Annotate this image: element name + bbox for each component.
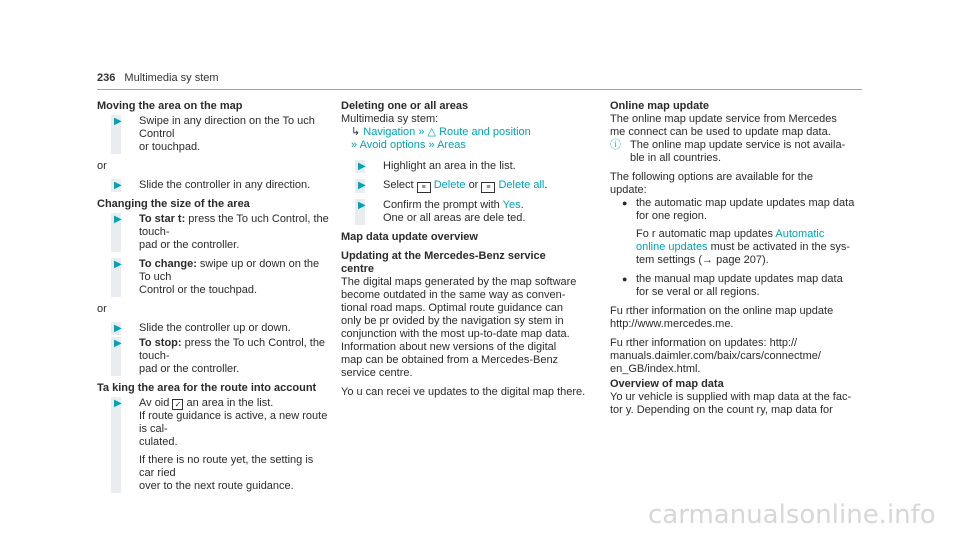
header-rule xyxy=(97,89,862,90)
step-arrow-icon: ▶ xyxy=(114,259,122,270)
text-line: for one region. xyxy=(636,210,707,222)
heading-deleting-areas: Deleting one or all areas xyxy=(341,100,469,112)
step-arrow-icon: ▶ xyxy=(114,338,122,349)
text-line: Yo ur vehicle is supplied with map data at the fac- xyxy=(610,391,852,403)
step-text: press the To uch Control, the touch- xyxy=(139,337,326,362)
step-change xyxy=(97,258,329,297)
bullet-automatic-update xyxy=(610,197,862,267)
heading-online-map-update: Online map update xyxy=(610,100,710,112)
column-middle xyxy=(341,100,591,405)
step-text: over to the next route guidance. xyxy=(139,480,294,492)
path-avoid-options: Avoid options xyxy=(359,139,426,151)
text-line: Fu rther information on the online map update xyxy=(610,305,834,317)
step-text: culated. xyxy=(139,436,178,448)
step-text: swipe up or down on the To uch xyxy=(139,258,320,283)
path-navigation: Navigation xyxy=(363,126,416,138)
heading-line: centre xyxy=(341,263,375,275)
path-chevron-icon: » xyxy=(418,126,425,138)
list-menu-icon: ≡ xyxy=(417,182,431,193)
step-text: Slide the controller in any direction. xyxy=(139,179,311,191)
step-select xyxy=(341,179,591,193)
step-label: To star t: xyxy=(139,213,186,225)
heading-moving-area: Moving the area on the map xyxy=(97,100,243,112)
text-line: The online map update service from Mercedes xyxy=(610,113,837,125)
text-line: become outdated in the same way as conven- xyxy=(341,289,566,301)
step-confirm xyxy=(341,199,591,225)
step-text: . xyxy=(520,199,524,211)
step-text: pad or the controller. xyxy=(139,363,240,375)
step-text: If there is no route yet, the setting is car ried xyxy=(139,454,314,479)
step-label: To change: xyxy=(139,258,197,270)
text-line: conjunction with the most up-to-date map data. xyxy=(341,328,570,340)
step-text: Confirm the prompt with xyxy=(383,199,500,211)
option-yes: Yes xyxy=(502,199,521,211)
text-line: The digital maps generated by the map software xyxy=(341,276,577,288)
heading-updating-service xyxy=(341,250,591,276)
paragraph-digital-maps xyxy=(341,276,591,380)
paragraph-vehicle-map-data xyxy=(610,391,862,417)
text-line: only be pr ovided by the navigation sy stem in xyxy=(341,315,564,327)
or-text: or xyxy=(97,303,107,315)
text-line: The online map update service is not availa- xyxy=(630,139,846,151)
text-span: tem settings ( xyxy=(636,254,703,266)
step-arrow-icon: ▶ xyxy=(114,323,122,334)
option-delete-all: Delete all xyxy=(498,179,545,191)
step-text: Highlight an area in the list. xyxy=(383,160,516,172)
step-text: One or all areas are dele ted. xyxy=(383,212,526,224)
step-arrow-icon: ▶ xyxy=(358,161,366,172)
text-line: service centre. xyxy=(341,367,413,379)
path-start-arrow-icon: ↳ xyxy=(351,126,361,138)
step-stop xyxy=(97,337,329,376)
step-text: Swipe in any direction on the To uch Control xyxy=(139,115,315,140)
step-text: If route guidance is active, a new route is cal- xyxy=(139,410,328,435)
step-text: Av oid xyxy=(139,397,170,409)
system-label: Multimedia sy stem: xyxy=(341,113,439,125)
text-line: the automatic map update updates map data xyxy=(636,197,855,209)
paragraph-further-updates xyxy=(610,337,862,376)
text-line: en_GB/index.html. xyxy=(610,363,701,375)
watermark: carmanualsonline.info xyxy=(648,500,936,530)
step-text: Select xyxy=(383,179,414,191)
text-line: manuals.daimler.com/baix/cars/connectme/ xyxy=(610,350,821,362)
step-arrow-icon: ▶ xyxy=(114,398,122,409)
route-position-icon: △ xyxy=(427,126,436,138)
step-text: Control or the touchpad. xyxy=(139,284,258,296)
text-span: page 207). xyxy=(713,254,769,266)
step-arrow-icon: ▶ xyxy=(358,180,366,191)
step-text: an area in the list. xyxy=(183,397,274,409)
bullet-icon: ● xyxy=(622,198,628,208)
path-chevron-icon: » xyxy=(351,139,358,151)
paragraph-options xyxy=(610,171,862,197)
text-line xyxy=(636,254,862,267)
step-avoid xyxy=(97,397,329,493)
paragraph-receive-updates: Yo u can recei ve updates to the digital map there. xyxy=(341,386,586,398)
step-arrow-icon: ▶ xyxy=(114,214,122,225)
column-left xyxy=(97,100,329,499)
page-ref-arrow-icon: → xyxy=(702,254,714,266)
step-text: Slide the controller up or down. xyxy=(139,322,291,334)
paragraph-further-online xyxy=(610,305,862,331)
link-automatic: Automatic xyxy=(775,228,825,240)
text-span: must be activated in the sys- xyxy=(707,241,851,253)
heading-line: Updating at the Mercedes-Benz service xyxy=(341,250,546,262)
step-slide-updown xyxy=(97,322,329,335)
text-line: update: xyxy=(610,184,647,196)
heading-changing-size: Changing the size of the area xyxy=(97,198,250,210)
text-line: ble in all countries. xyxy=(630,152,722,164)
heading-map-update-overview: Map data update overview xyxy=(341,231,478,243)
step-text: pad or the controller. xyxy=(139,239,240,251)
paragraph-online-service xyxy=(610,113,862,139)
step-slide xyxy=(97,179,329,192)
step-arrow-icon: ▶ xyxy=(114,116,122,127)
bullet-icon: ● xyxy=(622,274,628,284)
bullet-manual-update xyxy=(610,273,862,299)
heading-overview-map-data: Overview of map data xyxy=(610,378,724,390)
list-menu-icon: ≡ xyxy=(481,182,495,193)
step-start xyxy=(97,213,329,252)
step-text: or touchpad. xyxy=(139,141,201,153)
text-line: tional road maps. Optimal route guidance can xyxy=(341,302,563,314)
text-line: for se veral or all regions. xyxy=(636,286,760,298)
option-delete: Delete xyxy=(433,179,466,191)
text-line: The following options are available for the xyxy=(610,171,814,183)
section-title: Multimedia sy stem xyxy=(124,72,219,84)
step-highlight xyxy=(341,160,591,173)
step-swipe xyxy=(97,115,329,154)
step-arrow-icon: ▶ xyxy=(358,200,366,211)
text-line: tor y. Depending on the count ry, map data for xyxy=(610,404,833,416)
checkbox-icon: ✓ xyxy=(172,399,183,410)
note-availability xyxy=(610,139,862,165)
text-line xyxy=(636,228,862,241)
path-chevron-icon: » xyxy=(428,139,435,151)
text-line: map can be obtained from a Mercedes-Benz xyxy=(341,354,559,366)
text-line: Fu rther information on updates: http:// xyxy=(610,337,798,349)
column-right xyxy=(610,100,862,423)
heading-taking-area: Ta king the area for the route into account xyxy=(97,382,317,394)
step-label: To stop: xyxy=(139,337,182,349)
step-bar xyxy=(111,397,121,493)
info-icon: ⓘ xyxy=(610,139,621,151)
text-line: http://www.mercedes.me. xyxy=(610,318,734,330)
text-line: the manual map update updates map data xyxy=(636,273,843,285)
page-number: 236 xyxy=(97,72,116,84)
text-line xyxy=(636,241,862,254)
step-text: . xyxy=(544,179,548,191)
link-online-updates: online updates xyxy=(636,241,708,253)
step-arrow-icon: ▶ xyxy=(114,180,122,191)
navigation-path xyxy=(341,126,591,152)
step-text: press the To uch Control, the touch- xyxy=(139,213,329,238)
step-text: or xyxy=(468,179,479,191)
or-text: or xyxy=(97,160,107,172)
text-span: Fo r automatic map updates xyxy=(636,228,773,240)
text-line: Information about new versions of the digital xyxy=(341,341,557,353)
path-areas: Areas xyxy=(437,139,466,151)
path-route-position: Route and position xyxy=(439,126,531,138)
page-header xyxy=(97,72,219,84)
text-line: me connect can be used to update map data. xyxy=(610,126,831,138)
